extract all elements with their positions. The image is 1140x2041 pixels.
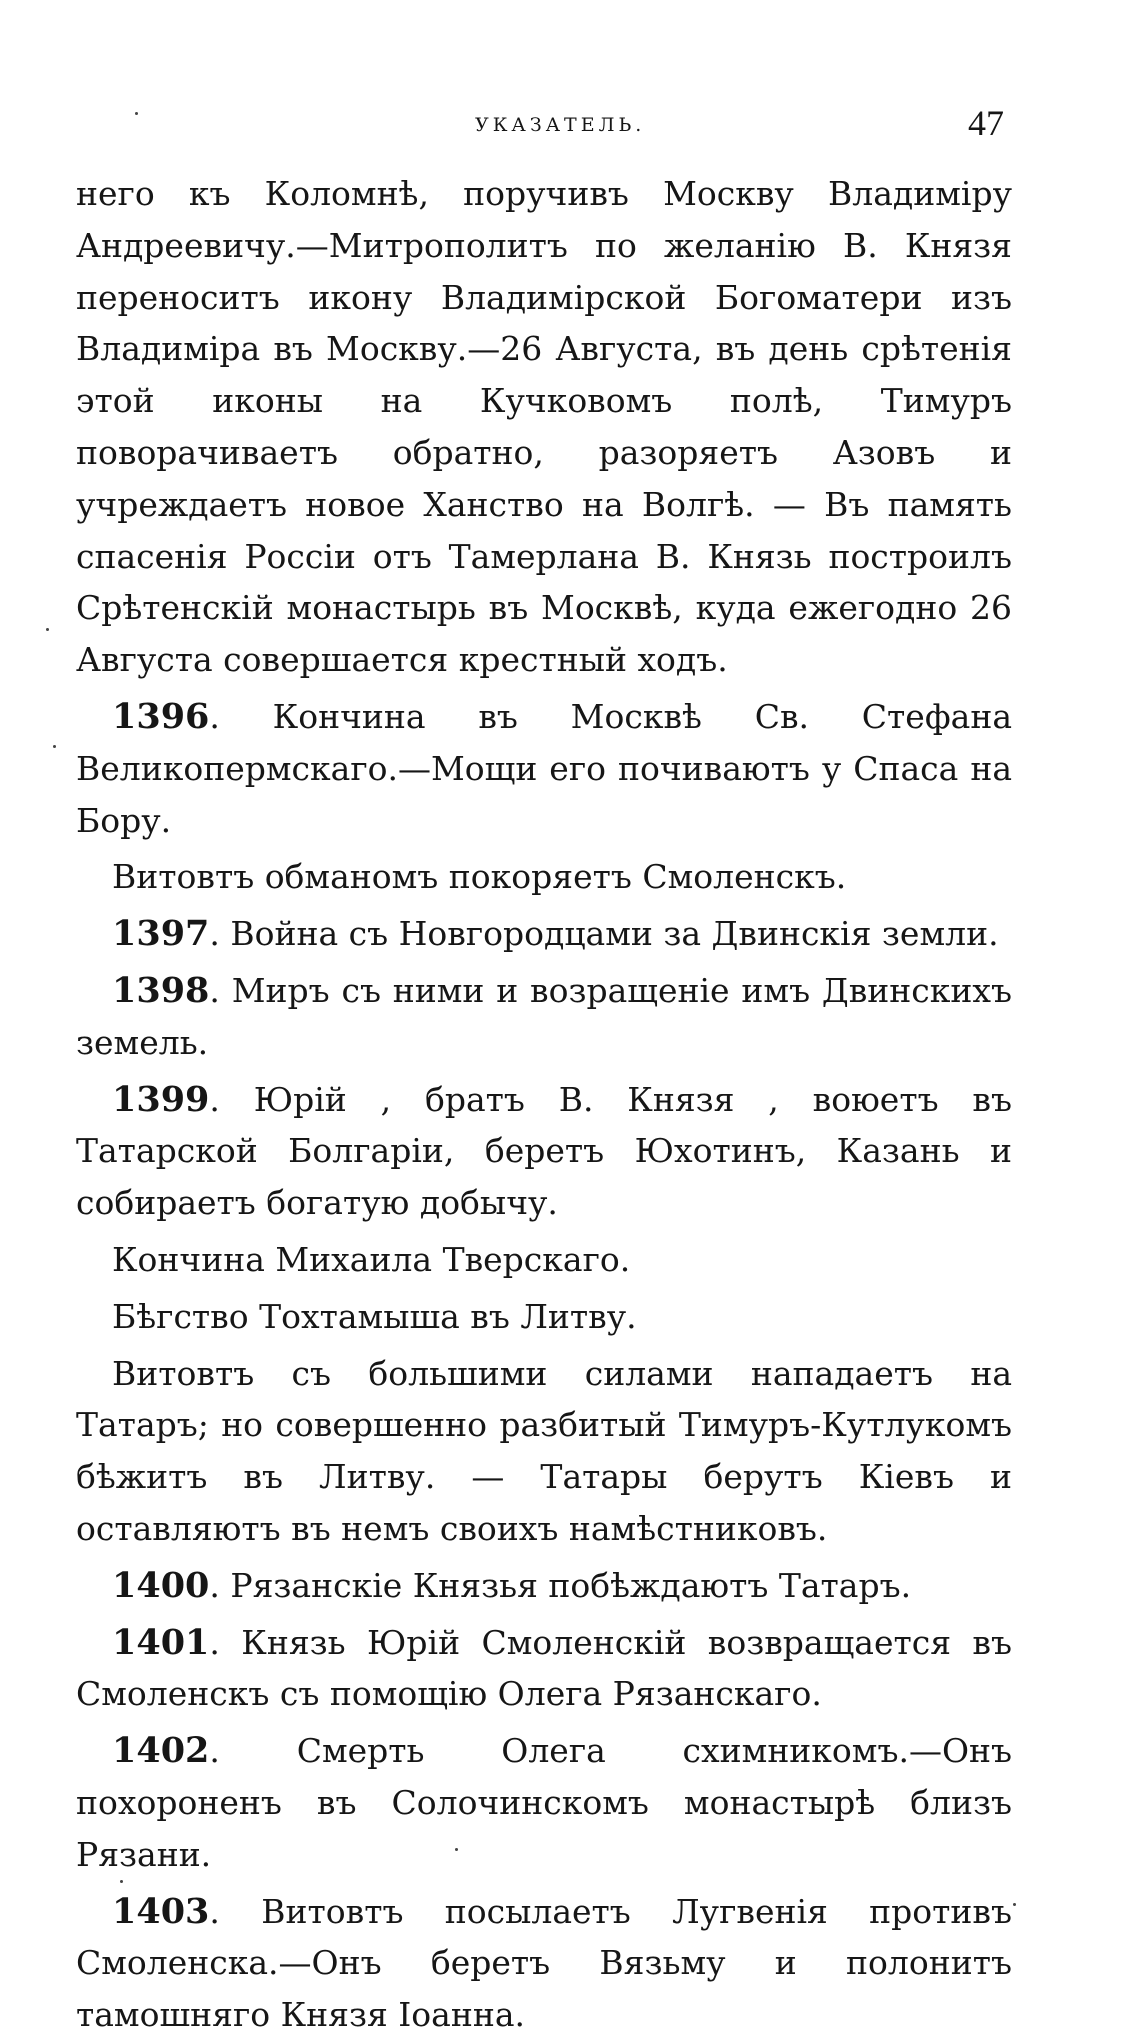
- entry-text: Кончина Михаила Тверскаго.: [112, 1239, 631, 1279]
- entry-paragraph: [76, 1560, 1012, 1612]
- entry-paragraph: [76, 1234, 1012, 1286]
- entry-text: . Юрій , братъ В. Князя , воюетъ въ Татарской Болгаріи, беретъ Юхотинъ, Казань и собираетъ богатую добычу.: [76, 1079, 1012, 1223]
- entry-paragraph: [76, 908, 1012, 960]
- page-number: 47: [968, 103, 1004, 143]
- entry-year: 1397: [112, 913, 210, 955]
- entry-paragraph: [76, 851, 1012, 903]
- running-head: УКАЗАТЕЛЬ.: [475, 114, 646, 136]
- entry-text: . Князь Юрій Смоленскій возвращается въ Смоленскъ съ помощію Олега Рязанскаго.: [76, 1622, 1012, 1714]
- entry-text: него къ Коломнѣ, поручивъ Москву Владиміру Андреевичу.—Митрополитъ по желанію В. Князя переноситъ икону Владимірской Богоматери изъ Владиміра въ Москву.—26 Августа, въ день срѣтенія этой иконы на Кучковомъ полѣ, Тимуръ поворачиваетъ обратно, разоряетъ Азовъ и учреждаетъ новое Ханство на Волгѣ. — Въ память спасенія Россіи отъ Тамерлана В. Князь построилъ Срѣтенскій монастырь въ Москвѣ, куда ежегодно 26 Августа совершается крестный ходъ.: [76, 174, 1012, 680]
- entry-paragraph: [76, 1725, 1012, 1880]
- paper-speck: [455, 1848, 458, 1851]
- entry-paragraph: [76, 1886, 1012, 2041]
- entry-year: 1403: [112, 1890, 210, 1932]
- entry-paragraph: [76, 691, 1012, 846]
- entry-text: . Рязанскіе Князья побѣждаютъ Татаръ.: [209, 1565, 912, 1605]
- entry-paragraph: [76, 1074, 1012, 1229]
- entry-text: . Миръ съ ними и возращеніе имъ Двинскихъ земель.: [76, 970, 1012, 1062]
- entry-text: Бѣгство Тохтамыша въ Литву.: [112, 1296, 637, 1336]
- entry-text: . Витовтъ посылаетъ Лугвенія противъ Смоленска.—Онъ беретъ Вязьму и полонитъ тамошняго Князя Іоанна.: [76, 1891, 1012, 2035]
- entry-text: Витовтъ съ большими силами нападаетъ на Татаръ; но совершенно разбитый Тимуръ-Кутлукомъ бѣжитъ въ Литву. — Татары берутъ Кіевъ и оставляютъ въ немъ своихъ намѣстниковъ.: [76, 1353, 1012, 1548]
- entry-paragraph: [76, 168, 1012, 686]
- entry-year: 1396: [112, 695, 210, 737]
- paper-speck: [135, 112, 138, 115]
- entry-paragraph: [76, 965, 1012, 1069]
- entry-paragraph: [76, 1291, 1012, 1343]
- entry-year: 1399: [112, 1078, 210, 1120]
- entry-year: 1402: [112, 1730, 210, 1772]
- entry-paragraph: [76, 1617, 1012, 1721]
- paper-speck: [120, 1880, 123, 1883]
- entry-year: 1401: [112, 1621, 210, 1663]
- paper-speck: [1013, 1903, 1016, 1906]
- entry-text: . Кончина въ Москвѣ Св. Стефана Великопермскаго.—Мощи его почиваютъ у Спаса на Бору.: [76, 696, 1012, 840]
- body-text: [76, 168, 1012, 2041]
- entry-year: 1400: [112, 1564, 210, 1606]
- entry-year: 1398: [112, 969, 210, 1011]
- paper-speck: [53, 745, 56, 748]
- entry-text: . Смерть Олега схимникомъ.—Онъ похороненъ въ Солочинскомъ монастырѣ близъ Рязани.: [76, 1731, 1012, 1874]
- entry-paragraph: [76, 1348, 1012, 1555]
- entry-text: Витовтъ обманомъ покоряетъ Смоленскъ.: [112, 857, 847, 897]
- entry-text: . Война съ Новгородцами за Двинскія земли.: [209, 914, 999, 954]
- page-header: [0, 103, 1140, 148]
- paper-speck: [46, 628, 49, 631]
